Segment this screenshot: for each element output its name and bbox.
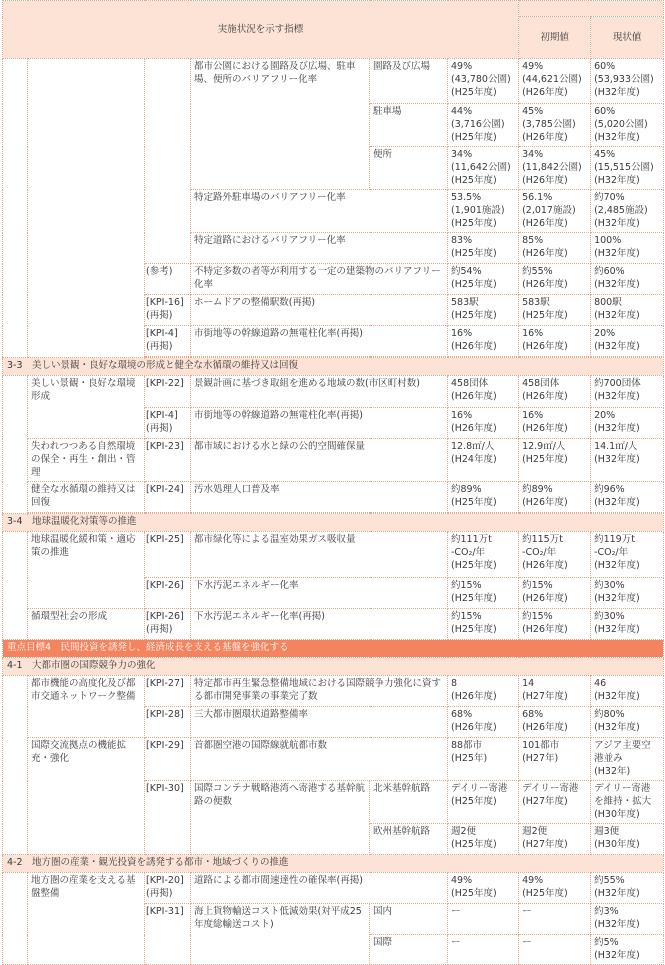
initial-value: 約111万t -CO₂/年 (H25年度) (448, 532, 519, 578)
kpi-label: [KPI-26] (145, 578, 191, 609)
target-value: 約96% (H32年度) (591, 482, 664, 513)
sub-label: 駐車場 (370, 104, 448, 147)
current-value: ー (519, 935, 591, 965)
table-row (3, 482, 664, 513)
initial-value: 約15% (H25年度) (448, 578, 519, 609)
table-row (3, 439, 664, 482)
section-title: 4-2 地方圏の産業・観光投資を誘発する都市・地域づくりの推進 (3, 855, 664, 873)
initial-value: 583駅 (H25年度) (448, 295, 519, 326)
target-value: 60% (5,020公園) (H32年度) (591, 104, 664, 147)
current-value: 約115万t -CO₂/年 (H26年度) (519, 532, 591, 578)
kpi-label: [KPI-30] (145, 781, 191, 855)
indicator-cell: 国際コンテナ戦略港湾へ寄港する基幹航路の便数 (191, 781, 370, 855)
section-title: 4-1 大都市圏の国際競争力の強化 (3, 658, 664, 676)
goal-title: 重点目標4 民間投資を誘発し、経済成長を支える基盤を強化する (3, 640, 664, 658)
kpi-label: [KPI-22] (145, 376, 191, 408)
initial-value: 458団体 (H26年度) (448, 376, 519, 408)
sub-label: 国内 (370, 904, 448, 935)
kpi-label: [KPI-26] (再掲) (145, 609, 191, 640)
indicator-cell: 首都圏空港の国際線就航都市数 (191, 738, 448, 781)
kpi-label: [KPI-29] (145, 738, 191, 781)
indicator-cell: 都市域における水と緑の公的空間確保量 (191, 439, 448, 482)
indicator-cell: 市街地等の幹線道路の無電柱化率(再掲) (191, 408, 448, 439)
indicator-cell: 道路による都市間速達性の確保率(再掲) (191, 873, 448, 904)
target-value: 約70% (2,485施設) (H32年度) (591, 190, 664, 233)
indicator-cell: 汚水処理人口普及率 (191, 482, 448, 513)
target-value: 800駅 (H32年度) (591, 295, 664, 326)
policy-cell: 美しい景観・良好な環境形成 (28, 376, 145, 439)
initial-value: ー (448, 935, 519, 965)
policy-cell: 循環型社会の形成 (28, 609, 145, 640)
target-value: 約119万t -CO₂/年 (H32年度) (591, 532, 664, 578)
kpi-table (2, 0, 664, 965)
current-value: 85% (H26年度) (519, 233, 591, 264)
current-value: 約15% (H26年度) (519, 578, 591, 609)
initial-value: 約54% (H25年度) (448, 264, 519, 295)
initial-value: 88都市 (H25年) (448, 738, 519, 781)
current-value: 49% (44,621公園) (H26年度) (519, 59, 591, 104)
target-value: 約30% (H32年度) (591, 609, 664, 640)
current-value: 34% (11,842公園) (H26年度) (519, 147, 591, 190)
target-value: 約55% (H32年度) (591, 873, 664, 904)
target-value: 週3便 (H30年度) (591, 824, 664, 855)
initial-value: 16% (H26年度) (448, 408, 519, 439)
header-row-1 (3, 1, 664, 17)
current-value: 約55% (H26年度) (519, 264, 591, 295)
target-value: 約80% (H32年度) (591, 707, 664, 738)
initial-value: 16% (H26年度) (448, 326, 519, 357)
policy-cell: 失われつつある自然環境の保全・再生・創出・管理 (28, 439, 145, 482)
initial-value: ー (448, 904, 519, 935)
current-value: 約15% (H26年度) (519, 609, 591, 640)
current-value: 14 (H27年度) (519, 676, 591, 707)
indicator-cell: 市街地等の幹線道路の無電柱化率(再掲) (191, 326, 448, 357)
policy-cell: 健全な水循環の維持又は回復 (28, 482, 145, 513)
target-value: 約60% (H32年度) (591, 264, 664, 295)
kpi-label: [KPI-23] (145, 439, 191, 482)
initial-value: 83% (H25年度) (448, 233, 519, 264)
initial-value: 8 (H26年度) (448, 676, 519, 707)
table-row (3, 873, 664, 904)
target-value: 約5% (H32年度) (591, 935, 664, 965)
current-value: 12.9㎡/人 (H25年度) (519, 439, 591, 482)
initial-value: 49% (43,780公園) (H25年度) (448, 59, 519, 104)
indicator-cell: 三大都市圏環状道路整備率 (191, 707, 448, 738)
indicator-cell: 下水汚泥エネルギー化率 (191, 578, 448, 609)
indicator-cell: 海上貨物輸送コスト低減効果(対平成25年度総輸送コスト) (191, 904, 370, 965)
section-row (3, 658, 664, 676)
kpi-label: [KPI-4] (再掲) (145, 326, 191, 357)
sub-label: 欧州基幹航路 (370, 824, 448, 855)
target-value: 100% (H32年度) (591, 233, 664, 264)
indicator-cell: 特定都市再生緊急整備地域における国際競争力強化に資する都市開発事業の事業完了数 (191, 676, 448, 707)
table-row (3, 738, 664, 781)
table-row (3, 532, 664, 578)
kpi-label: [KPI-27] (145, 676, 191, 707)
indicator-cell: 都市公園における園路及び広場、駐車場、便所のバリアフリー化率 (191, 59, 370, 190)
kpi-label: [KPI-25] (145, 532, 191, 578)
initial-value: 約15% (H25年度) (448, 609, 519, 640)
sub-label: 国際 (370, 935, 448, 965)
kpi-label: [KPI-4] (再掲) (145, 408, 191, 439)
header-initial: 初期値 (519, 17, 591, 59)
target-value: 約30% (H32年度) (591, 578, 664, 609)
target-value: デイリー寄港 を維持・拡大 (H30年度) (591, 781, 664, 824)
current-value: 458団体 (H26年度) (519, 376, 591, 408)
target-value: 60% (53,933公園) (H32年度) (591, 59, 664, 104)
current-value: デイリー寄港 (H27年度) (519, 781, 591, 824)
kpi-label: [KPI-31] (145, 904, 191, 965)
indicator-cell: 特定路外駐車場のバリアフリー化率 (191, 190, 448, 233)
section-title: 3-4 地球温暖化対策等の推進 (3, 514, 664, 532)
initial-value: 週2便 (H25年度) (448, 824, 519, 855)
target-value: 20% (H32年度) (591, 408, 664, 439)
initial-value: 49% (H25年度) (448, 873, 519, 904)
initial-value: 44% (3,716公園) (H25年度) (448, 104, 519, 147)
initial-value: 68% (H26年度) (448, 707, 519, 738)
target-value: 約3% (H32年度) (591, 904, 664, 935)
section-row (3, 855, 664, 873)
indicator-cell: 不特定多数の者等が利用する一定の建築物のバリアフリー化率 (191, 264, 448, 295)
table-row (3, 676, 664, 707)
sub-label: 北米基幹航路 (370, 781, 448, 824)
initial-value: デイリー寄港 (H25年度) (448, 781, 519, 824)
policy-cell: 国際交流拠点の機能拡充・強化 (28, 738, 145, 855)
policy-cell: 地方圏の産業を支える基盤整備 (28, 873, 145, 965)
current-value: 週2便 (H27年度) (519, 824, 591, 855)
kpi-label: [KPI-28] (145, 707, 191, 738)
table-row (3, 376, 664, 408)
indicator-cell: ホームドアの整備駅数(再掲) (191, 295, 448, 326)
current-value: 583駅 (H25年度) (519, 295, 591, 326)
initial-value: 34% (11,642公園) (H25年度) (448, 147, 519, 190)
header-current: 現状値 (591, 17, 664, 59)
current-value: 約89% (H26年度) (519, 482, 591, 513)
target-value: 約700団体 (H32年度) (591, 376, 664, 408)
initial-value: 約89% (H25年度) (448, 482, 519, 513)
table-row (3, 609, 664, 640)
policy-cell: 地球温暖化緩和策・適応策の推進 (28, 532, 145, 609)
table-row (3, 59, 664, 104)
kpi-label: (参考) (145, 264, 191, 295)
target-value: アジア主要空 港並み (H32年) (591, 738, 664, 781)
sub-label: 園路及び広場 (370, 59, 448, 104)
section-title: 3-3 美しい景観・良好な環境の形成と健全な水循環の維持又は回復 (3, 358, 664, 376)
target-value: 14.1㎡/人 (H32年度) (591, 439, 664, 482)
section-row (3, 358, 664, 376)
kpi-label: [KPI-20] (再掲) (145, 873, 191, 904)
current-value: 56.1% (2,017施設) (H26年度) (519, 190, 591, 233)
indicator-cell: 特定道路におけるバリアフリー化率 (191, 233, 448, 264)
current-value: 16% (H26年度) (519, 408, 591, 439)
indicator-cell: 下水汚泥エネルギー化率(再掲) (191, 609, 448, 640)
current-value: 16% (H26年度) (519, 326, 591, 357)
initial-value: 53.5% (1,901施設) (H25年度) (448, 190, 519, 233)
sub-label: 便所 (370, 147, 448, 190)
current-value: 68% (H26年度) (519, 707, 591, 738)
policy-cell: 都市機能の高度化及び都市交通ネットワーク整備 (28, 676, 145, 738)
kpi-label: [KPI-24] (145, 482, 191, 513)
current-value: ー (519, 904, 591, 935)
target-value: 20% (H32年度) (591, 326, 664, 357)
header-indicator: 実施状況を示す指標 (3, 1, 519, 59)
current-value: 101都市 (H27年) (519, 738, 591, 781)
current-value: 45% (3,785公園) (H26年度) (519, 104, 591, 147)
indicator-cell: 都市緑化等による温室効果ガス吸収量 (191, 532, 448, 578)
target-value: 46 (H32年度) (591, 676, 664, 707)
kpi-label: [KPI-16] (再掲) (145, 295, 191, 326)
goal-row (3, 640, 664, 658)
indicator-cell: 景観計画に基づき取組を進める地域の数(市区町村数) (191, 376, 448, 408)
initial-value: 12.8㎡/人 (H24年度) (448, 439, 519, 482)
target-value: 45% (15,515公園) (H32年度) (591, 147, 664, 190)
section-row (3, 514, 664, 532)
current-value: 49% (H25年度) (519, 873, 591, 904)
